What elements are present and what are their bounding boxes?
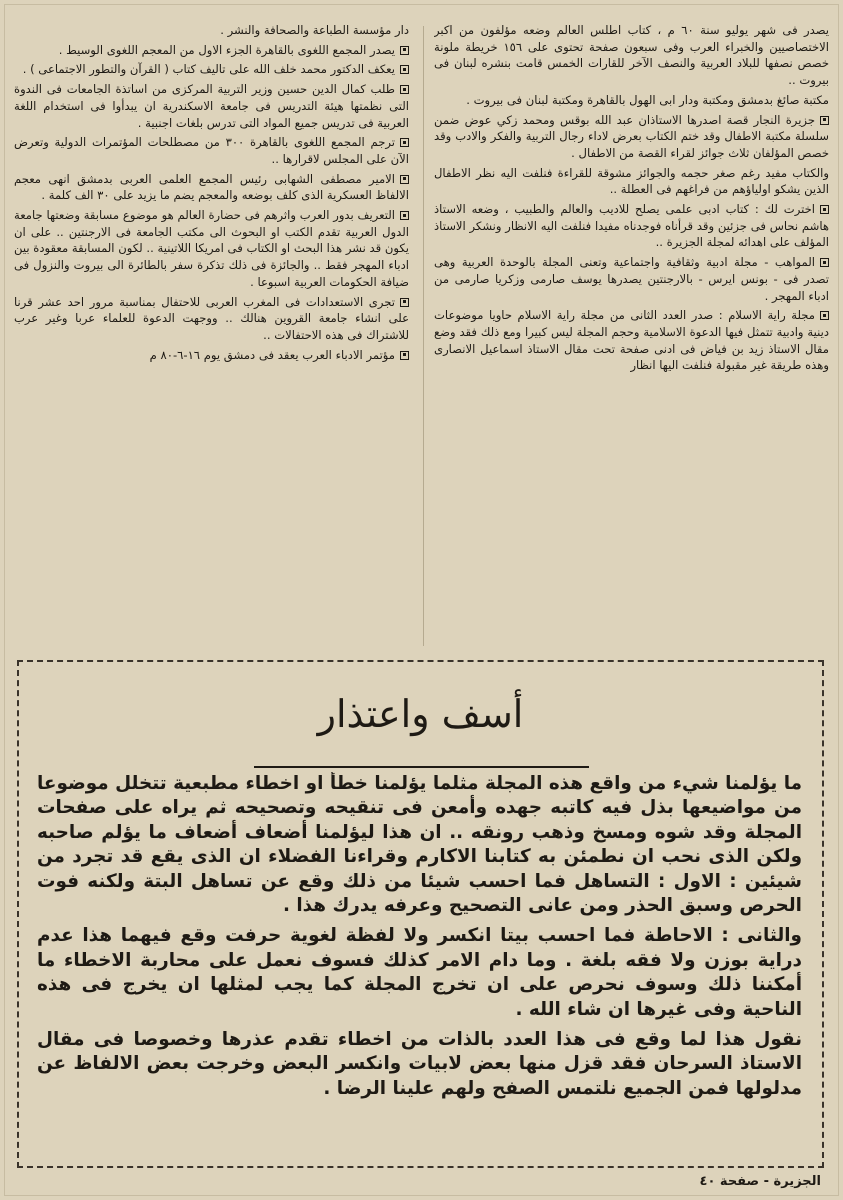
news-item-text: دار مؤسسة الطباعة والصحافة والنشر .	[220, 23, 409, 37]
square-bullet-icon	[820, 205, 829, 214]
news-item-text: يصدر المجمع اللغوى بالقاهرة الجزء الاول من المعجم اللغوى الوسيط .	[58, 42, 395, 57]
apology-notice-box	[17, 660, 824, 1168]
news-item	[434, 112, 829, 162]
news-item-text: مؤتمر الادباء العرب يعقد فى دمشق يوم ١٦-٦-٨٠ م	[149, 347, 395, 362]
notice-paragraph: نقول هذا لما وقع فى هذا العدد بالذات من اخطاء تقدم عذرها وخصوصا فى مقال الاستاذ السرحان فقد قزل منها بعض لابيات وانكسر البعض وخرجت بعض الالفاظ عن مدلولها فمن الجميع نلتمس الصفح ولهم علينا الرضا .	[37, 1029, 802, 1099]
news-item	[434, 307, 829, 374]
square-bullet-icon	[400, 138, 409, 147]
square-bullet-icon	[400, 211, 409, 220]
column-divider	[423, 26, 424, 646]
notice-paragraph: ما يؤلمنا شيء من واقع هذه المجلة مثلما يؤلمنا خطأ او اخطاء مطبعية تتخلل موضوعا من مواضيعها بذل فيه كاتبه جهده وأمعن فى تنقيحه وتصحيحه ثم يراه على صفحات المجلة وقد شوه ومسخ وذهب رونقه .. ان هذا ليؤلمنا أضعاف أضعاف ما يؤلم صاحبه ولكن الذى نحب ان نطمئن به كتابنا الاكارم وقراءنا الفضلاء ان الذى يقع قد تجرد من شيئين : الاول : التساهل فما احسب شيئا من ذلك وقع عن تساهل البتة ولكنه فوت الحرص وسبق الحذر ومن عانى التصحيح وعرفه يدرك هذا .	[37, 773, 802, 917]
news-item	[14, 61, 409, 78]
news-item-text: تجرى الاستعدادات فى المغرب العربى للاحتفال بمناسبة مرور احد عشر قرنا على انشاء جامعة القروين هنالك .. ووجهت الدعوة للعلماء عربا وغير عرب للاشتراك فى هذه الاحتفالات ..	[14, 294, 409, 342]
news-item	[14, 347, 409, 364]
title-underline	[254, 766, 589, 768]
notice-body	[37, 772, 802, 1152]
news-item	[14, 42, 409, 59]
news-item	[14, 134, 409, 167]
square-bullet-icon	[820, 258, 829, 267]
news-item	[434, 165, 829, 198]
news-item	[14, 207, 409, 291]
square-bullet-icon	[400, 85, 409, 94]
news-item	[14, 171, 409, 204]
square-bullet-icon	[820, 311, 829, 320]
news-item	[434, 22, 829, 89]
square-bullet-icon	[400, 65, 409, 74]
news-item-text: ترجم المجمع اللغوى بالقاهرة ٣٠٠ من مصطلحات المؤتمرات الدولية وتعرض الآن على المجلس لاقرارها ..	[14, 135, 409, 166]
page-footer: الجزيرة - صفحة ٤٠	[699, 1174, 821, 1189]
news-item-text: التعريف بدور العرب واثرهم فى حضارة العالم هو موضوع مسابقة وضعتها جامعة الدول العربية تقدم الكتب او البحوث الى مكتب الجامعة فى الارجنتين .. على ان يكون قد نشر هذا البحث او الكتاب فى امريكا اللاتينية .. لكون المسابقة معقودة بين ادباء المهجر فقط .. والجائزة فى ذلك تذكرة سفر بالطائرة الى بيروت والنزول فى ضيافة الحكومات العربية اسبوعا .	[14, 208, 409, 289]
news-item-text: والكتاب مفيد رغم صغر حجمه والجوائز مشوقة للقراءة فنلفت اليه نظر الاطفال الذين يشكو اولياؤهم من فراغهم فى العطلة ..	[434, 165, 829, 197]
square-bullet-icon	[400, 46, 409, 55]
news-item-text: الامير مصطفى الشهابى رئيس المجمع العلمى العربى بدمشق انهى معجم الالفاظ العسكرية الذى كلف بوضعه والمعجم يضم ما يزيد على ٣٠ الف كلمة .	[14, 171, 409, 203]
notice-title: أسف واعتذار	[317, 692, 524, 736]
right-column	[434, 22, 829, 652]
news-item	[14, 294, 409, 344]
news-item-text: اخترت لك : كتاب ادبى علمى يصلح للاديب والعالم والطبيب ، وضعه الاستاذ هاشم نحاس فى جزئين وقد قرأناه فوجدناه مفيدا فنلفت اليه الانظار ونشكر الاستاذ المؤلف على اهدائه لمجلة الجزيرة ..	[434, 202, 829, 250]
news-item-text: مكتبة صائغ بدمشق ومكتبة ودار ابى الهول بالقاهرة ومكتبة لبنان فى بيروت .	[466, 92, 829, 107]
square-bullet-icon	[820, 116, 829, 125]
news-item-text: يعكف الدكتور محمد خلف الله على تاليف كتاب ( القرآن والتطور الاجتماعى ) .	[22, 62, 395, 77]
news-item	[434, 92, 829, 109]
news-item	[14, 81, 409, 131]
news-item-text: المواهب - مجلة ادبية وثقافية واجتماعية وتعنى المجلة بالوحدة العربية وهى تصدر فى - بونس ايرس - بالارجنتين يصدرها يوسف صارمى وزكريا صارمى من ادباء المهجر .	[434, 255, 829, 303]
news-item-text: طلب كمال الدين حسين وزير التربية المركزى من اساتذة الجامعات فى الندوة التى نظمتها هيئة التدريس فى جامعة الاسكندرية ان يبدأوا فى استخدام اللغة العربية فى تدريس جميع المواد التى تدرس بلغات اجنبية .	[14, 82, 409, 130]
news-item-text: جزيرة النجار قصة اصدرها الاستاذان عبد الله بوقس ومحمد زكي عوض ضمن سلسلة مكتبة الاطفال وقد ختم الكتاب بعرض لاداء رجال التربية والفكر والادب وقد خصص المؤلفان ثلاث جوائز لقراء القصة من الاطفال .	[434, 112, 829, 160]
news-item	[14, 22, 409, 39]
news-item	[434, 201, 829, 251]
news-item	[434, 254, 829, 304]
square-bullet-icon	[400, 298, 409, 307]
square-bullet-icon	[400, 351, 409, 360]
news-columns	[14, 22, 829, 652]
left-column	[14, 22, 409, 652]
news-item-text: يصدر فى شهر يوليو سنة ٦٠ م ، كتاب اطلس العالم وضعه مؤلفون من اكبر الاختصاصيين والخبراء العرب وفى سبعون صفحة تحتوى على ١٥٦ خريطة ملونة خصص نصفها للبلاد العربية والنصف الآخر للقارات الخمس قامت بنشره لبنان فى بيروت ..	[434, 23, 829, 88]
square-bullet-icon	[400, 175, 409, 184]
news-item-text: مجلة راية الاسلام : صدر العدد الثانى من مجلة راية الاسلام حاويا موضوعات دينية وادبية تتمثل فيها الدعوة الاسلامية وحجم المجلة ليس كبيرا ومع ذلك فقد وضع مقال الاستاذ زيد بن فياض فى ادنى صفحة تحت مقال الاستاذ اسماعيل الانصارى وهذه طريقة غير مقبولة فنلفت اليها انظار	[434, 308, 829, 373]
notice-paragraph: والثانى : الاحاطة فما احسب بيتا انكسر ولا لفظة لغوية حرفت وقع فيهما هذا عدم دراية بوزن ولا فقه بلغة . وما دام الامر كذلك فسوف نعمل على محاربة الاخطاء ما أمكننا ذلك وسوف نحرص على ان تخرج المجلة كما يجب لمثلها ان يخرج فى هذه الناحية وفى غيرها ان شاء الله .	[37, 925, 802, 1020]
